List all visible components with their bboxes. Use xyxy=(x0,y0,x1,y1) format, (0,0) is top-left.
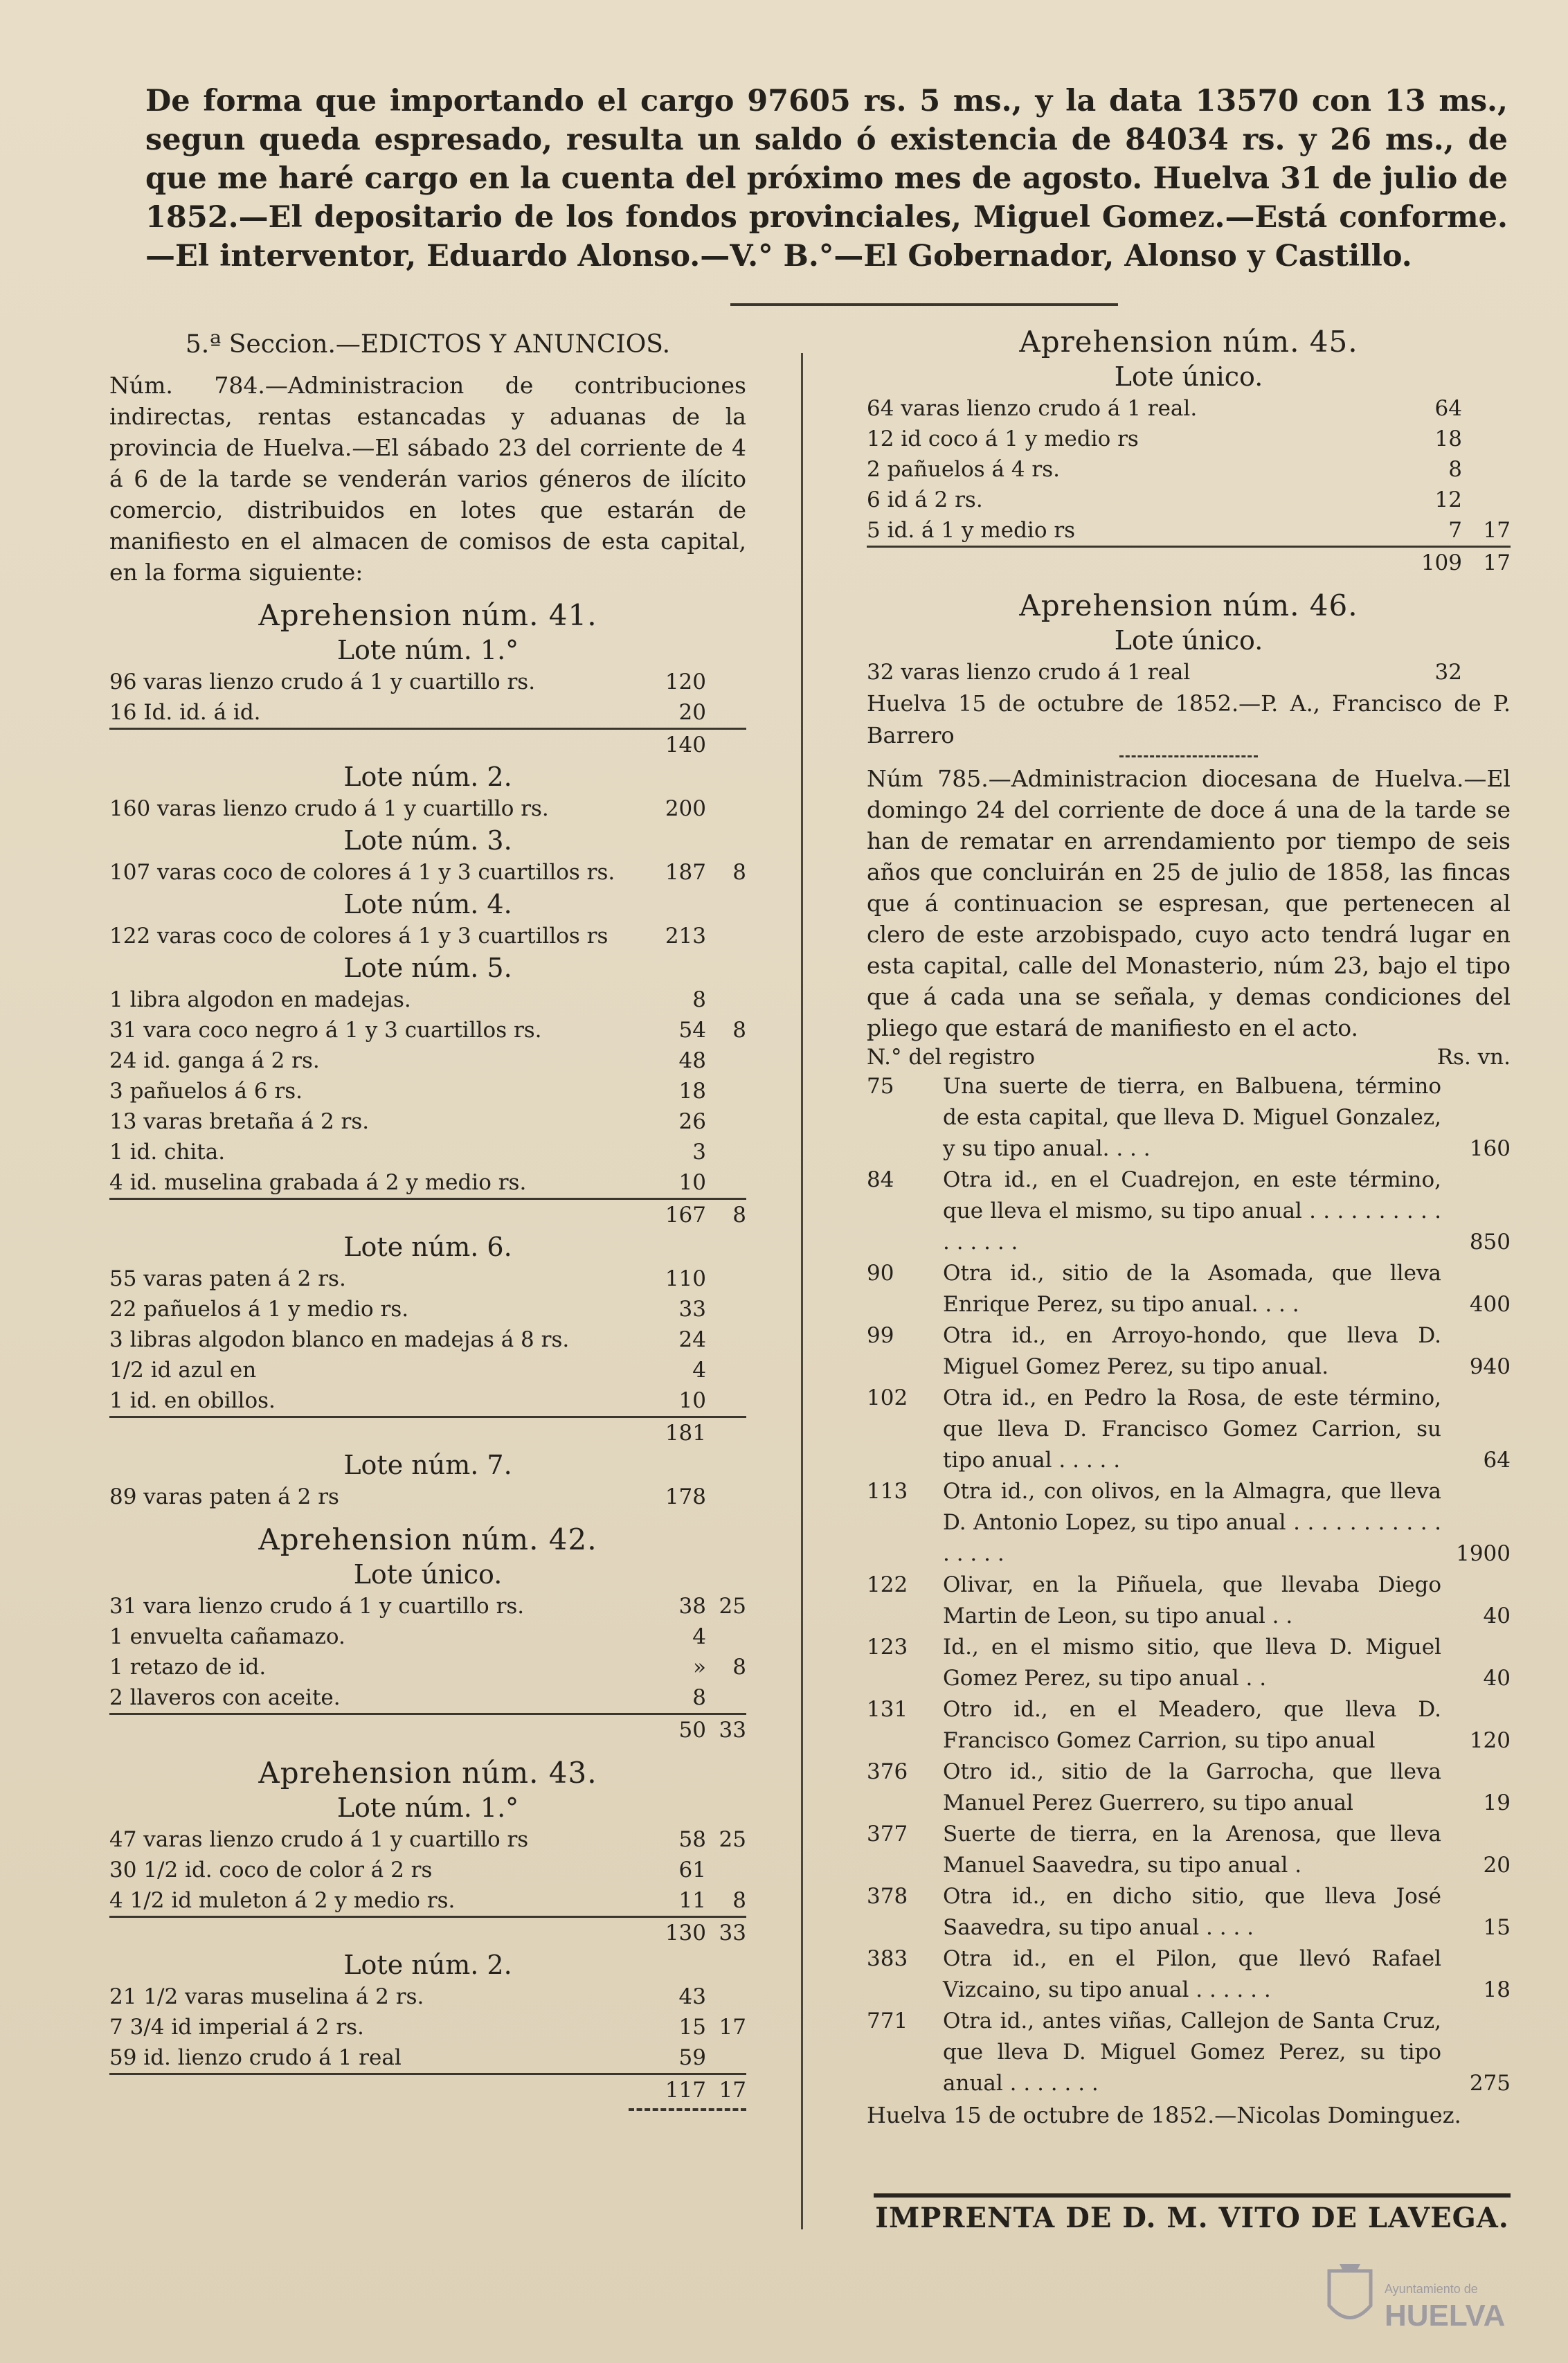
intro-text: De forma que importando el cargo 97605 rs. 5 ms., y la data 13570 con 13 ms., segun queda espresado, resulta un saldo ó existencia de 84034 rs. y 26 ms., de que me haré cargo en la cuenta del próximo mes de agosto. Huelva 31 de julio de 1852.—El depositario de los fondos provinciales, Miguel Gomez.—Está conforme.—El interventor, Eduardo Alonso.—V.° B.°—El Gobernador, Alonso y Castillo. xyxy=(145,84,1508,273)
table-row xyxy=(109,2012,746,2042)
lot-45-heading: Lote único. xyxy=(1114,361,1263,392)
amount-reales: 12 xyxy=(1434,487,1462,512)
property-description: Otra id., en el Pilon, que llevó Rafael Vizcaino, su tipo anual . . . . . . xyxy=(943,1946,1441,2002)
signature-barrero: Huelva 15 de octubre de 1852.—P. A., Francisco de P. Barrero xyxy=(867,690,1511,748)
item-description: 96 varas lienzo crudo á 1 y cuartillo rs. xyxy=(109,670,536,694)
amount-maravedis xyxy=(1462,657,1511,688)
lot-1-heading: Lote núm. 1.° xyxy=(336,635,519,665)
amount-reales: 8 xyxy=(692,1685,706,1710)
amount-reales: 32 xyxy=(1434,660,1462,685)
lot-6-heading: Lote núm. 6. xyxy=(343,1232,512,1262)
subtotal-reales: 109 xyxy=(1421,550,1462,575)
annual-rent: 40 xyxy=(1483,1666,1511,1691)
table-row xyxy=(109,1652,746,1682)
register-number: 377 xyxy=(867,1822,908,1847)
lot-42-rows xyxy=(109,1591,746,1713)
item-description: 107 varas coco de colores á 1 y 3 cuartillos rs. xyxy=(109,860,615,885)
property-description: Otro id., sitio de la Garrocha, que lleva Manuel Perez Guerrero, su tipo anual xyxy=(943,1759,1441,1815)
lot-43a-total xyxy=(109,1916,746,1948)
amount-maravedis xyxy=(706,1385,746,1416)
amount-maravedis xyxy=(706,2042,746,2073)
item-description: 32 varas lienzo crudo á 1 real xyxy=(867,660,1191,685)
amount-reales: 15 xyxy=(678,2015,706,2040)
register-number-label: N.° del registro xyxy=(867,1045,1036,1070)
register-number: 131 xyxy=(867,1697,908,1722)
subtotal-reales: 140 xyxy=(665,733,706,757)
left-column xyxy=(109,324,746,2112)
lot-43a-heading: Lote núm. 1.° xyxy=(336,1793,519,1823)
subtotal-reales: 167 xyxy=(665,1203,706,1228)
subtotal-reales: 50 xyxy=(678,1718,706,1743)
amount-reales: 213 xyxy=(665,924,706,949)
table-row xyxy=(109,2042,746,2073)
table-row xyxy=(109,1045,746,1076)
lot-43b-total xyxy=(109,2073,746,2105)
item-description: 59 id. lienzo crudo á 1 real xyxy=(109,2045,402,2070)
table-row xyxy=(109,793,746,824)
amount-maravedis xyxy=(706,1682,746,1713)
lot-5-rows xyxy=(109,985,746,1198)
item-description: 1/2 id azul en xyxy=(109,1358,257,1383)
notice-785: Núm 785.—Administracion diocesana de Huelva.—El domingo 24 del corriente de doce á una de la tarde se han de rematar en arrendamiento por tiempo de seis años que concluirán en 25 de julio de 1858, las fincas que á continuacion se espresan, que pertenecen al clero de este arzobispado, cuyo acto tendrá lugar en esta capital, calle del Monasterio, núm 23, bajo el tipo que á cada una se señala, y demas condiciones del pliego que estará de manifiesto en el acto. xyxy=(867,765,1511,1041)
lot-43a-rows xyxy=(109,1824,746,1916)
table-row xyxy=(109,1015,746,1045)
table-row xyxy=(109,1885,746,1916)
lot-45-rows xyxy=(867,393,1511,546)
annual-rent: 18 xyxy=(1483,1977,1511,2002)
lot-4-heading: Lote núm. 4. xyxy=(343,889,512,919)
lot-1-rows xyxy=(109,667,746,728)
table-row xyxy=(867,485,1511,515)
table-row xyxy=(109,1355,746,1385)
property-description: Otra id., en Arroyo-hondo, que lleva D. Miguel Gomez Perez, su tipo anual. xyxy=(943,1323,1441,1379)
item-description: 160 varas lienzo crudo á 1 y cuartillo rs. xyxy=(109,796,549,821)
register-number: 99 xyxy=(867,1323,894,1348)
property-description: Otra id., en el Cuadrejon, en este término, que lleva el mismo, su tipo anual . . . . . . . . . . . . . . . . xyxy=(943,1167,1441,1255)
item-description: 21 1/2 varas muselina á 2 rs. xyxy=(109,1984,424,2009)
subtotal-reales: 117 xyxy=(665,2078,706,2103)
item-description: 89 varas paten á 2 rs xyxy=(109,1484,339,1509)
subtotal-maravedis: 17 xyxy=(719,2078,746,2103)
lot-46-rows xyxy=(867,657,1511,688)
amount-maravedis xyxy=(1462,485,1511,515)
amount-maravedis xyxy=(706,1076,746,1106)
register-number: 383 xyxy=(867,1946,908,1971)
amount-reales: 110 xyxy=(665,1266,706,1291)
column-divider xyxy=(801,353,803,2229)
subtotal-spacer xyxy=(109,730,623,760)
subtotal-maravedis xyxy=(706,1418,746,1448)
amount-maravedis xyxy=(706,697,746,728)
amount-reales: 38 xyxy=(678,1594,706,1619)
register-number: 378 xyxy=(867,1884,908,1909)
amount-reales: 3 xyxy=(692,1140,706,1165)
subtotal-spacer xyxy=(109,1200,623,1230)
amount-reales: 18 xyxy=(1434,426,1462,451)
list-item xyxy=(867,1258,1511,1320)
amount-reales: 58 xyxy=(678,1827,706,1852)
item-description: 2 llaveros con aceite. xyxy=(109,1685,341,1710)
property-description: Id., en el mismo sitio, que lleva D. Miguel Gomez Perez, su tipo anual . . xyxy=(943,1635,1441,1691)
list-item xyxy=(867,1383,1511,1476)
subtotal-row xyxy=(867,546,1511,578)
subtotal-spacer xyxy=(867,548,1393,578)
lot-5-heading: Lote núm. 5. xyxy=(343,953,512,983)
subtotal-maravedis: 33 xyxy=(719,1921,746,1946)
amount-reales: 187 xyxy=(665,860,706,885)
table-row xyxy=(109,1294,746,1324)
lot-4-rows xyxy=(109,921,746,951)
list-item xyxy=(867,1165,1511,1258)
lot-6-rows xyxy=(109,1264,746,1416)
register-number: 102 xyxy=(867,1385,908,1410)
right-column xyxy=(867,324,1511,2131)
amount-reales: 120 xyxy=(665,670,706,694)
lot-42-heading: Lote único. xyxy=(353,1559,503,1590)
register-number: 75 xyxy=(867,1074,894,1099)
amount-maravedis xyxy=(706,1045,746,1076)
table-row xyxy=(109,1106,746,1137)
list-item xyxy=(867,1632,1511,1694)
list-item xyxy=(867,2006,1511,2099)
amount-maravedis xyxy=(706,1294,746,1324)
item-description: 7 3/4 id imperial á 2 rs. xyxy=(109,2015,364,2040)
end-rule xyxy=(629,2108,746,2111)
lot-2-heading: Lote núm. 2. xyxy=(343,762,512,792)
list-item xyxy=(867,1881,1511,1943)
item-description: 16 Id. id. á id. xyxy=(109,700,261,725)
list-item xyxy=(867,1943,1511,2006)
amount-reales: 54 xyxy=(678,1018,706,1043)
list-item xyxy=(867,1476,1511,1570)
amount-label: Rs. vn. xyxy=(1436,1045,1511,1070)
aprehension-45-heading: Aprehension núm. 45. xyxy=(1019,325,1358,359)
subtotal-spacer xyxy=(109,1918,623,1948)
amount-maravedis xyxy=(1462,454,1511,485)
amount-reales: 33 xyxy=(678,1297,706,1322)
aprehension-42-heading: Aprehension núm. 42. xyxy=(258,1522,597,1556)
amount-maravedis xyxy=(706,921,746,951)
subtotal-row xyxy=(109,1713,746,1745)
table-row xyxy=(109,1167,746,1198)
table-row xyxy=(109,1591,746,1621)
table-row xyxy=(109,697,746,728)
lot-7-rows xyxy=(109,1482,746,1512)
annual-rent: 20 xyxy=(1483,1853,1511,1878)
property-list xyxy=(867,1071,1511,2099)
amount-reales: 7 xyxy=(1448,518,1462,543)
amount-maravedis xyxy=(706,1855,746,1885)
table-row xyxy=(109,985,746,1015)
table-row xyxy=(109,1855,746,1885)
table-row xyxy=(867,515,1511,546)
amount-reales: 64 xyxy=(1434,396,1462,421)
amount-reales: 200 xyxy=(665,796,706,821)
amount-maravedis: 8 xyxy=(732,1888,746,1913)
property-description: Suerte de tierra, en la Arenosa, que lleva Manuel Saavedra, su tipo anual . xyxy=(943,1822,1441,1878)
subtotal-row xyxy=(109,1916,746,1948)
lot-3-rows xyxy=(109,857,746,888)
item-description: 3 libras algodon blanco en madejas á 8 rs. xyxy=(109,1327,570,1352)
table-row xyxy=(109,1824,746,1855)
subtotal-maravedis: 33 xyxy=(719,1718,746,1743)
item-description: 1 id. chita. xyxy=(109,1140,226,1165)
lot-43b-rows xyxy=(109,1982,746,2073)
notice-784: Núm. 784.—Administracion de contribuciones indirectas, rentas estancadas y aduanas de la provincia de Huelva.—El sábado 23 del corriente de 4 á 6 de la tarde se venderán varios géneros de ilícito comercio, distribuidos en lotes que estarán de manifiesto en el almacen de comisos de esta capital, en la forma siguiente: xyxy=(109,372,746,586)
table-row xyxy=(867,454,1511,485)
lot-1-total xyxy=(109,728,746,760)
property-description: Otra id., en Pedro la Rosa, de este término, que lleva D. Francisco Gomez Carrion, su tipo anual . . . . . xyxy=(943,1385,1441,1473)
list-item xyxy=(867,1756,1511,1819)
amount-maravedis xyxy=(706,1167,746,1198)
register-number: 771 xyxy=(867,2009,908,2033)
item-description: 1 id. en obillos. xyxy=(109,1388,276,1413)
watermark-small-text: Ayuntamiento de xyxy=(1385,2282,1478,2296)
amount-reales: 10 xyxy=(678,1388,706,1413)
table-row xyxy=(109,1137,746,1167)
property-description: Otra id., con olivos, en la Almagra, que lleva D. Antonio Lopez, su tipo anual . . . . . . . . . . . . . . . . xyxy=(943,1479,1441,1566)
subtotal-maravedis xyxy=(706,730,746,760)
list-item xyxy=(867,1694,1511,1756)
item-description: 22 pañuelos á 1 y medio rs. xyxy=(109,1297,409,1322)
amount-reales: 26 xyxy=(678,1109,706,1134)
crest-icon xyxy=(1322,2257,1378,2333)
archive-watermark xyxy=(1322,2257,1516,2340)
property-description: Una suerte de tierra, en Balbuena, término de esta capital, que lleva D. Miguel Gonzalez, y su tipo anual. . . . xyxy=(943,1074,1441,1161)
amount-maravedis xyxy=(706,1982,746,2012)
annual-rent: 15 xyxy=(1483,1915,1511,1940)
item-description: 12 id coco á 1 y medio rs xyxy=(867,426,1139,451)
amount-reales: 24 xyxy=(678,1327,706,1352)
property-description: Otra id., en dicho sitio, que lleva José Saavedra, su tipo anual . . . . xyxy=(943,1884,1441,1940)
item-description: 24 id. ganga á 2 rs. xyxy=(109,1048,320,1073)
item-description: 2 pañuelos á 4 rs. xyxy=(867,457,1061,482)
amount-maravedis: 25 xyxy=(719,1594,746,1619)
aprehension-41-heading: Aprehension núm. 41. xyxy=(258,598,597,632)
register-number: 123 xyxy=(867,1635,908,1660)
lot-43b-heading: Lote núm. 2. xyxy=(343,1950,512,1980)
lot-2-rows xyxy=(109,793,746,824)
item-description: 1 envuelta cañamazo. xyxy=(109,1624,345,1649)
amount-reales: 8 xyxy=(1448,457,1462,482)
property-description: Otra id., sitio de la Asomada, que lleva Enrique Perez, su tipo anual. . . . xyxy=(943,1261,1441,1317)
amount-reales: 18 xyxy=(678,1079,706,1104)
amount-reales: 11 xyxy=(678,1888,706,1913)
table-row xyxy=(109,1264,746,1294)
table-row xyxy=(109,1982,746,2012)
lot-7-heading: Lote núm. 7. xyxy=(343,1450,512,1480)
property-description: Otro id., en el Meadero, que lleva D. Francisco Gomez Carrion, su tipo anual xyxy=(943,1697,1441,1753)
item-description: 3 pañuelos á 6 rs. xyxy=(109,1079,303,1104)
amount-reales: 43 xyxy=(678,1984,706,2009)
amount-reales: 4 xyxy=(692,1624,706,1649)
item-description: 13 varas bretaña á 2 rs. xyxy=(109,1109,370,1134)
register-number: 376 xyxy=(867,1759,908,1784)
table-row xyxy=(109,1076,746,1106)
table-row xyxy=(109,857,746,888)
subtotal-row xyxy=(109,1198,746,1230)
subtotal-row xyxy=(109,1416,746,1448)
item-description: 1 libra algodon en madejas. xyxy=(109,987,411,1012)
top-rule xyxy=(730,303,1118,306)
item-description: 4 1/2 id muleton á 2 y medio rs. xyxy=(109,1888,456,1913)
amount-maravedis xyxy=(1462,393,1511,424)
register-column-header xyxy=(867,1043,1511,1071)
amount-reales: 48 xyxy=(678,1048,706,1073)
amount-maravedis: 8 xyxy=(732,1655,746,1680)
amount-maravedis: 17 xyxy=(719,2015,746,2040)
item-description: 30 1/2 id. coco de color á 2 rs xyxy=(109,1858,433,1883)
intro-paragraph xyxy=(145,82,1508,276)
amount-reales: 59 xyxy=(678,2045,706,2070)
amount-reales: 8 xyxy=(692,987,706,1012)
register-number: 84 xyxy=(867,1167,894,1192)
amount-maravedis xyxy=(706,1621,746,1652)
amount-maravedis: 17 xyxy=(1483,518,1511,543)
table-row xyxy=(109,921,746,951)
amount-maravedis xyxy=(706,1106,746,1137)
item-description: 47 varas lienzo crudo á 1 y cuartillo rs xyxy=(109,1827,529,1852)
register-number: 90 xyxy=(867,1261,894,1286)
subtotal-row xyxy=(109,2073,746,2105)
signature-dominguez: Huelva 15 de octubre de 1852.—Nicolas Dominguez. xyxy=(867,2102,1461,2128)
property-description: Otra id., antes viñas, Callejon de Santa Cruz, que lleva D. Miguel Gomez Perez, su tipo anual . . . . . . . xyxy=(943,2009,1441,2096)
annual-rent: 64 xyxy=(1483,1448,1511,1473)
amount-maravedis xyxy=(706,793,746,824)
lot-45-total xyxy=(867,546,1511,578)
annual-rent: 400 xyxy=(1469,1292,1511,1317)
item-description: 6 id á 2 rs. xyxy=(867,487,983,512)
table-row xyxy=(109,1621,746,1652)
annual-rent: 940 xyxy=(1469,1354,1511,1379)
subtotal-reales: 130 xyxy=(665,1921,706,1946)
list-item xyxy=(867,1819,1511,1881)
subtotal-spacer xyxy=(109,1715,623,1745)
amount-reales: 61 xyxy=(678,1858,706,1883)
item-description: 55 varas paten á 2 rs. xyxy=(109,1266,346,1291)
amount-maravedis: 8 xyxy=(732,1018,746,1043)
annual-rent: 1900 xyxy=(1456,1541,1511,1566)
table-row xyxy=(109,1324,746,1355)
aprehension-43-heading: Aprehension núm. 43. xyxy=(258,1756,597,1790)
table-row xyxy=(867,424,1511,454)
amount-maravedis xyxy=(706,1355,746,1385)
annual-rent: 275 xyxy=(1469,2071,1511,2096)
table-row xyxy=(109,1482,746,1512)
footer-rule xyxy=(874,2193,1511,2198)
amount-maravedis xyxy=(706,667,746,697)
annual-rent: 40 xyxy=(1483,1603,1511,1628)
list-item xyxy=(867,1570,1511,1632)
amount-reales: 178 xyxy=(665,1484,706,1509)
amount-maravedis: 25 xyxy=(719,1827,746,1852)
item-description: 31 vara coco negro á 1 y 3 cuartillos rs. xyxy=(109,1018,542,1043)
amount-reales: » xyxy=(693,1655,706,1680)
amount-maravedis xyxy=(706,1264,746,1294)
amount-reales: 4 xyxy=(692,1358,706,1383)
property-description: Olivar, en la Piñuela, que llevaba Diego Martin de Leon, su tipo anual . . xyxy=(943,1572,1441,1628)
subtotal-spacer xyxy=(109,1418,623,1448)
list-item xyxy=(867,1320,1511,1383)
register-number: 113 xyxy=(867,1479,908,1504)
separator-rule xyxy=(1119,755,1258,757)
table-row xyxy=(109,1385,746,1416)
amount-reales: 20 xyxy=(678,700,706,725)
amount-maravedis xyxy=(1462,424,1511,454)
lot-5-total xyxy=(109,1198,746,1230)
item-description: 5 id. á 1 y medio rs xyxy=(867,518,1076,543)
subtotal-row xyxy=(109,728,746,760)
subtotal-maravedis: 17 xyxy=(1483,550,1511,575)
item-description: 31 vara lienzo crudo á 1 y cuartillo rs. xyxy=(109,1594,525,1619)
aprehension-46-heading: Aprehension núm. 46. xyxy=(1019,588,1358,622)
lot-3-heading: Lote núm. 3. xyxy=(343,825,512,856)
table-row xyxy=(109,667,746,697)
amount-reales: 10 xyxy=(678,1170,706,1195)
register-number: 122 xyxy=(867,1572,908,1597)
subtotal-maravedis: 8 xyxy=(732,1203,746,1228)
amount-maravedis xyxy=(706,1137,746,1167)
item-description: 122 varas coco de colores á 1 y 3 cuartillos rs xyxy=(109,924,609,949)
annual-rent: 120 xyxy=(1469,1728,1511,1753)
subtotal-reales: 181 xyxy=(665,1421,706,1446)
amount-maravedis xyxy=(706,985,746,1015)
annual-rent: 850 xyxy=(1469,1230,1511,1255)
list-item xyxy=(867,1071,1511,1165)
amount-maravedis: 8 xyxy=(732,860,746,885)
table-row xyxy=(867,657,1511,688)
lot-6-total xyxy=(109,1416,746,1448)
subtotal-spacer xyxy=(109,2075,623,2105)
printer-imprint: IMPRENTA DE D. M. VITO DE LAVEGA. xyxy=(875,2202,1509,2234)
item-description: 1 retazo de id. xyxy=(109,1655,267,1680)
table-row xyxy=(109,1682,746,1713)
lot-46-heading: Lote único. xyxy=(1114,625,1263,656)
section-heading: 5.ª Seccion.—EDICTOS Y ANUNCIOS. xyxy=(185,330,671,359)
annual-rent: 160 xyxy=(1469,1136,1511,1161)
table-row xyxy=(867,393,1511,424)
lot-42-total xyxy=(109,1713,746,1745)
item-description: 64 varas lienzo crudo á 1 real. xyxy=(867,396,1198,421)
annual-rent: 19 xyxy=(1483,1790,1511,1815)
amount-maravedis xyxy=(706,1482,746,1512)
amount-maravedis xyxy=(706,1324,746,1355)
watermark-text: HUELVA xyxy=(1385,2299,1506,2333)
item-description: 4 id. muselina grabada á 2 y medio rs. xyxy=(109,1170,527,1195)
